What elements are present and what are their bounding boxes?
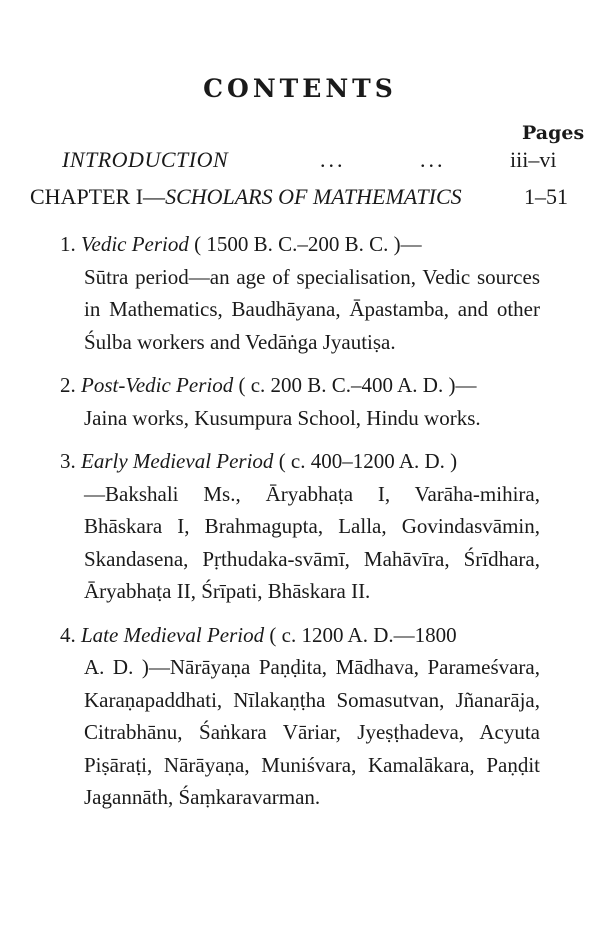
entry-number: 1. bbox=[60, 232, 76, 256]
entry-dates: ( 1500 B. C.–200 B. C. )— bbox=[188, 232, 422, 256]
introduction-pages: iii–vi bbox=[510, 147, 557, 172]
entry-dates: ( c. 400–1200 A. D. ) bbox=[273, 449, 458, 473]
entry-dates: ( c. 200 B. C.–400 A. D. )— bbox=[233, 373, 477, 397]
contents-entries bbox=[60, 228, 540, 825]
leader-dots: ... bbox=[320, 147, 346, 172]
entry-body: Sūtra period—an age of specialisation, Vedic sources in Mathematics, Baudhāyana, Āpastamba, and other Śulba workers and Vedāṅga Jyautiṣa. bbox=[84, 264, 540, 354]
entry-heading: Post-Vedic Period bbox=[81, 373, 234, 397]
contents-entry bbox=[60, 228, 540, 358]
entry-number: 2. bbox=[60, 373, 76, 397]
introduction-label: INTRODUCTION bbox=[62, 147, 229, 172]
contents-entry bbox=[60, 619, 540, 814]
entry-body: A. D. )—Nārāyaṇa Paṇḍita, Mādhava, Parameśvara, Karaṇapaddhati, Nīlakaṇṭha Somasutvan, Jñanarāja, Citrabhānu, Śaṅkara Vāriar, Jyeṣṭhadeva, Acyuta Piṣāraṭi, Nārāyaṇa, Muniśvara, Kamalākara, Paṇḍit Jagannāth, Śaṃkaravarman. bbox=[84, 655, 540, 809]
pages-column-header: Pages bbox=[522, 122, 585, 144]
chapter-title: SCHOLARS OF MATHEMATICS bbox=[165, 184, 462, 209]
entry-heading: Vedic Period bbox=[81, 232, 189, 256]
chapter-prefix: CHAPTER I— bbox=[30, 184, 166, 209]
entry-body: —Bakshali Ms., Āryabhaṭa I, Varāha-mihira, Bhāskara I, Brahmagupta, Lalla, Govindasvāmin, Skandasena, Pṛthudaka-svāmī, Mahāvīra, Śrīdhara, Āryabhaṭa II, Śrīpati, Bhāskara II. bbox=[84, 481, 540, 603]
entry-dates: ( c. 1200 A. D.—1800 bbox=[264, 622, 457, 647]
contents-entry bbox=[60, 445, 540, 608]
page-title: CONTENTS bbox=[203, 74, 397, 103]
leader-dots: ... bbox=[420, 147, 446, 172]
introduction-row bbox=[62, 147, 582, 173]
entry-heading: Early Medieval Period bbox=[81, 449, 274, 473]
entry-number: 3. bbox=[60, 449, 76, 473]
chapter-row bbox=[30, 184, 580, 210]
entry-body: Jaina works, Kusumpura School, Hindu works. bbox=[84, 405, 481, 430]
chapter-pages: 1–51 bbox=[524, 184, 568, 209]
contents-entry bbox=[60, 369, 540, 434]
entry-number: 4. bbox=[60, 622, 76, 647]
entry-heading: Late Medieval Period bbox=[81, 622, 265, 647]
